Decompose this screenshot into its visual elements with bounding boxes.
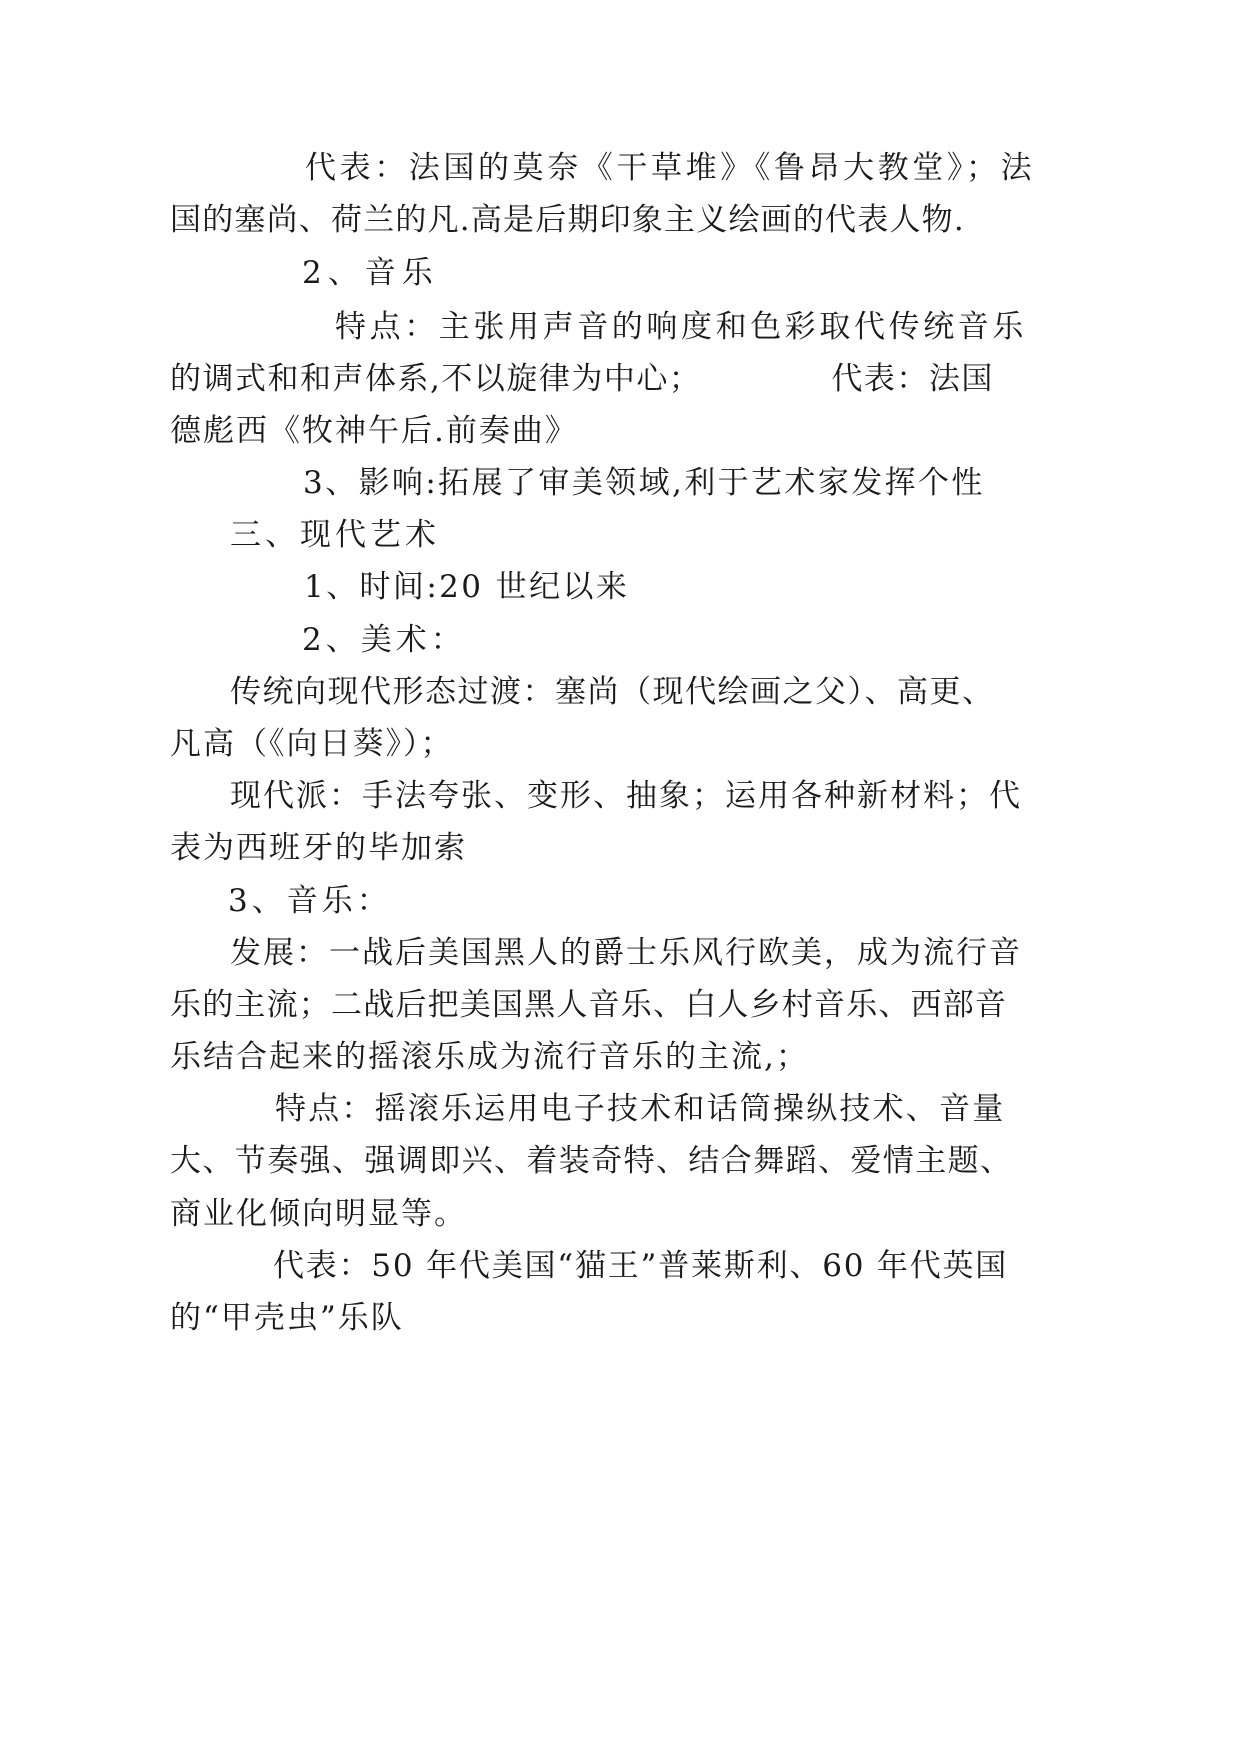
paragraph-line: 国的塞尚、荷兰的凡.高是后期印象主义绘画的代表人物. [170, 202, 965, 238]
paragraph-line: 商业化倾向明显等。 [170, 1196, 467, 1232]
paragraph-line-part: 的调式和和声体系,不以旋律为中心； [170, 361, 702, 397]
paragraph-line: 德彪西《牧神午后.前奏曲》 [170, 413, 578, 449]
paragraph-line: 大、节奏强、强调即兴、着装奇特、结合舞蹈、爱情主题、 [170, 1143, 1013, 1179]
paragraph-line: 代表：50 年代美国“猫王”普莱斯利、60 年代英国 [273, 1248, 1009, 1284]
paragraph-line: 的“甲壳虫”乐队 [170, 1300, 404, 1336]
paragraph-line: 乐结合起来的摇滚乐成为流行音乐的主流,； [170, 1039, 809, 1075]
paragraph-line: 表为西班牙的毕加索 [170, 830, 467, 866]
paragraph-line: 现代派：手法夸张、变形、抽象；运用各种新材料；代 [230, 778, 1022, 814]
section-heading: 2、音乐 [302, 255, 439, 291]
paragraph-line: 发展：一战后美国黑人的爵士乐风行欧美，成为流行音 [230, 935, 1022, 971]
section-heading: 3、音乐： [228, 883, 392, 919]
paragraph-line: 特点：主张用声音的响度和色彩取代传统音乐 [335, 309, 1027, 345]
paragraph-line: 代表：法国的莫奈《干草堆》《鲁昂大教堂》；法 [305, 150, 1036, 186]
section-heading: 2、美术： [302, 622, 466, 658]
section-heading: 1、时间:20 世纪以来 [304, 569, 630, 605]
paragraph-line: 乐的主流；二战后把美国黑人音乐、白人乡村音乐、西部音 [170, 987, 1008, 1023]
paragraph-line-part: 代表：法国 [831, 361, 994, 397]
paragraph-line: 特点：摇滚乐运用电子技术和话筒操纵技术、音量 [275, 1091, 1006, 1127]
paragraph-line: 3、影响:拓展了审美领域,利于艺术家发挥个性 [303, 465, 985, 501]
section-heading: 三、现代艺术 [230, 517, 440, 553]
paragraph-line: 传统向现代形态过渡：塞尚（现代绘画之父）、高更、 [230, 674, 995, 710]
paragraph-line: 凡高（《向日葵》）； [170, 726, 454, 762]
paragraph-line [170, 359, 994, 399]
